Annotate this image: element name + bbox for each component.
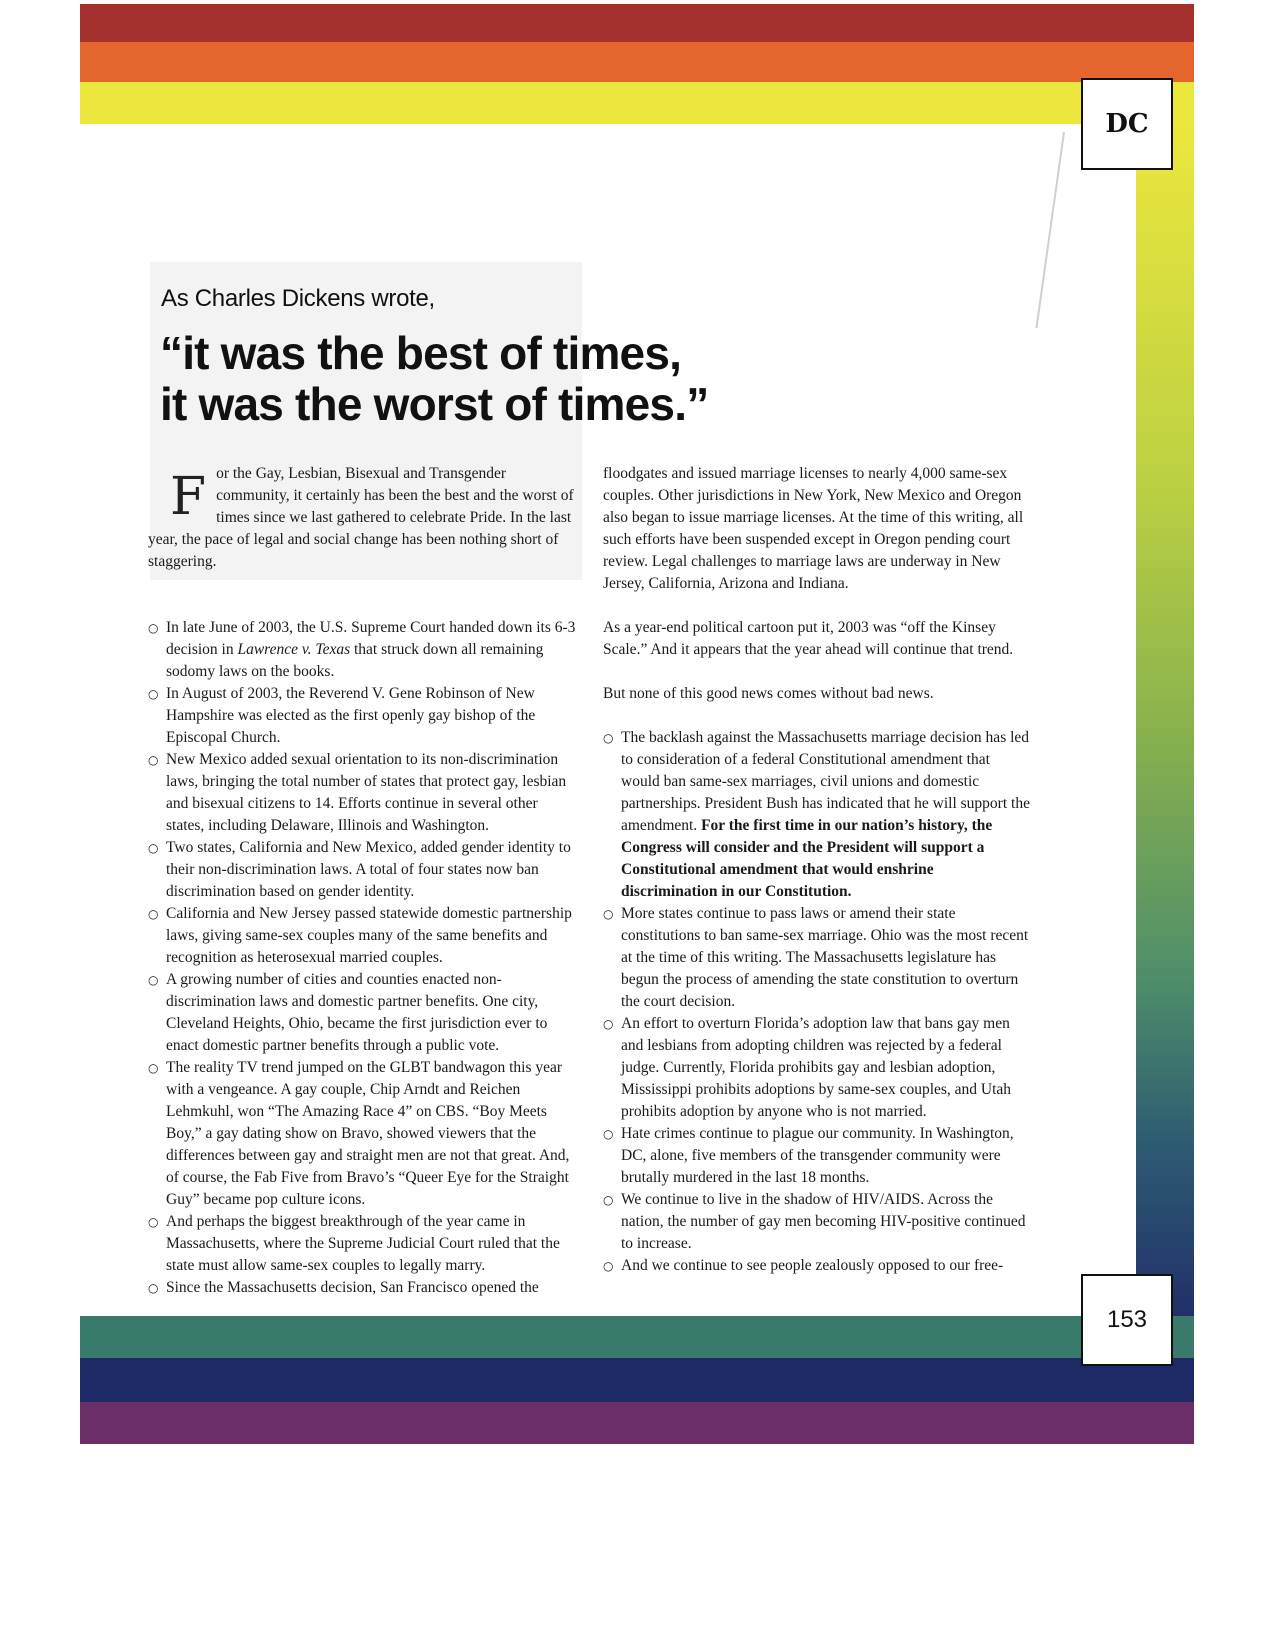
bullet-text: California and New Jersey passed statewide domestic partnership laws, giving same-sex couples many of the same benefits and recognition as heterosexual married couples. bbox=[166, 905, 572, 966]
continuation-paragraph: floodgates and issued marriage licenses to nearly 4,000 same-sex couples. Other jurisdictions in New York, New Mexico and Oregon also began to issue marriage licenses. At the time of this writing, all such efforts have been suspended except in Oregon pending court review. Legal challenges to marriage laws are underway in New Jersey, California, Arizona and Indiana. bbox=[603, 465, 1024, 592]
bullet-circle-icon: ○ bbox=[148, 687, 159, 701]
stripe-red bbox=[80, 4, 1194, 42]
bullet-text: The reality TV trend jumped on the GLBT bandwagon this year with a vengeance. A gay couple, Chip Arndt and Reichen Lehmkuhl, won “The Amazing Race 4” on CBS. “Boy Meets Boy,” a gay dating show on Bravo, showed viewers that the differences between gay and straight men are not that great. And, of course, the Fab Five from Bravo’s “Queer Eye for the Straight Guy” became pop culture icons. bbox=[166, 1059, 570, 1208]
bullet-circle-icon: ○ bbox=[148, 753, 159, 767]
bullet-text-after: that struck down all remaining sodomy laws on the books. bbox=[166, 641, 544, 680]
bullet-circle-icon: ○ bbox=[148, 841, 159, 855]
bullet-text: New Mexico added sexual orientation to its non-discrimination laws, bringing the total number of states that protect gay, lesbian and bisexual citizens to 14. Efforts continue in several other states, including Delaware, Illinois and Washington. bbox=[166, 751, 567, 834]
headline bbox=[160, 328, 708, 430]
stripe-navy bbox=[80, 1358, 1194, 1402]
stripe-yellow bbox=[80, 82, 1194, 124]
bullet-circle-icon: ○ bbox=[603, 1127, 614, 1141]
bullet-text: Since the Massachusetts decision, San Francisco opened the bbox=[166, 1279, 539, 1296]
bullet-circle-icon: ○ bbox=[148, 621, 159, 635]
case-name: Lawrence v. Texas bbox=[237, 641, 351, 658]
right-column bbox=[603, 463, 1031, 1277]
bullet-text: In August of 2003, the Reverend V. Gene Robinson of New Hampshire was elected as the first openly gay bishop of the Episcopal Church. bbox=[166, 685, 536, 746]
bullet-text-before: In late June of 2003, the U.S. Supreme Court handed down its 6-3 decision in bbox=[166, 619, 576, 658]
list-item bbox=[148, 969, 578, 1057]
bullet-text: More states continue to pass laws or amend their state constitutions to ban same-sex marriage. Ohio was the most recent at the time of this writing. The Massachusetts legislature has begun the process of amending the state constitution to overturn the court decision. bbox=[621, 905, 1029, 1010]
bullet-emphasis: For the first time in our nation’s history, the Congress will consider and the President will support a Constitutional amendment that would enshrine discrimination in our Constitution. bbox=[621, 817, 993, 900]
bullet-text: Hate crimes continue to plague our community. In Washington, DC, alone, five members of the transgender community were brutally murdered in the last 18 months. bbox=[621, 1125, 1014, 1186]
bullet-text: And perhaps the biggest breakthrough of the year came in Massachusetts, where the Supreme Judicial Court ruled that the state must allow same-sex couples to legally marry. bbox=[166, 1213, 560, 1274]
list-item bbox=[603, 1255, 1031, 1277]
bullet-circle-icon: ○ bbox=[148, 1281, 159, 1295]
list-item bbox=[148, 617, 578, 683]
list-item bbox=[603, 903, 1031, 1013]
bullet-circle-icon: ○ bbox=[148, 907, 159, 921]
headline-line-2: it was the worst of times.” bbox=[160, 378, 709, 430]
bullet-text: We continue to live in the shadow of HIV/AIDS. Across the nation, the number of gay men becoming HIV-positive continued to increase. bbox=[621, 1191, 1026, 1252]
bullet-circle-icon: ○ bbox=[603, 907, 614, 921]
bullet-text: A growing number of cities and counties enacted non-discrimination laws and domestic partner benefits. One city, Cleveland Heights, Ohio, became the first jurisdiction ever to enact domestic partner benefits through a public vote. bbox=[166, 971, 548, 1054]
bullet-circle-icon: ○ bbox=[603, 1193, 614, 1207]
kinsey-paragraph: As a year-end political cartoon put it, 2003 was “off the Kinsey Scale.” And it appears that the year ahead will continue that trend. bbox=[603, 619, 1014, 658]
bullet-circle-icon: ○ bbox=[603, 1017, 614, 1031]
list-item bbox=[148, 1277, 578, 1299]
list-item bbox=[603, 727, 1031, 903]
right-bullet-list bbox=[603, 727, 1031, 1277]
bullet-text: And we continue to see people zealously opposed to our free- bbox=[621, 1257, 1004, 1274]
bullet-circle-icon: ○ bbox=[148, 1215, 159, 1229]
bullet-circle-icon: ○ bbox=[603, 731, 614, 745]
list-item bbox=[148, 683, 578, 749]
bullet-text: The backlash against the Massachusetts marriage decision has led to consideration of a federal Constitutional amendment that would ban same-sex marriages, civil unions and domestic partnerships. President Bush has indicated that he will support the amendment. bbox=[621, 729, 1030, 834]
bullet-circle-icon: ○ bbox=[148, 973, 159, 987]
stripe-green bbox=[80, 1316, 1194, 1358]
list-item bbox=[148, 1211, 578, 1277]
left-column bbox=[148, 463, 578, 1299]
list-item bbox=[148, 903, 578, 969]
bullet-circle-icon: ○ bbox=[603, 1259, 614, 1273]
list-item bbox=[603, 1189, 1031, 1255]
lead-paragraph bbox=[148, 463, 578, 573]
list-item bbox=[148, 749, 578, 837]
bullet-circle-icon: ○ bbox=[148, 1061, 159, 1075]
list-item bbox=[603, 1013, 1031, 1123]
list-item bbox=[148, 837, 578, 903]
bad-news-paragraph: But none of this good news comes without bad news. bbox=[603, 685, 934, 702]
bullet-text: An effort to overturn Florida’s adoption law that bans gay men and lesbians from adopting children was rejected by a federal judge. Currently, Florida prohibits gay and lesbian adoption, Mississippi prohibits adoptions by same-sex couples, and Utah prohibits adoption by anyone who is not married. bbox=[621, 1015, 1012, 1120]
stripe-orange bbox=[80, 42, 1194, 82]
intro-line: As Charles Dickens wrote, bbox=[161, 285, 435, 312]
list-item bbox=[148, 1057, 578, 1211]
stripe-right-gradient bbox=[1136, 124, 1194, 1316]
dropcap: F bbox=[170, 467, 207, 527]
headline-line-1: “it was the best of times, bbox=[160, 327, 682, 379]
page-number: 153 bbox=[1081, 1274, 1173, 1366]
bullet-text: Two states, California and New Mexico, added gender identity to their non-discrimination laws. A total of four states now ban discrimination based on gender identity. bbox=[166, 839, 571, 900]
stripe-purple bbox=[80, 1402, 1194, 1444]
lead-paragraph-text: or the Gay, Lesbian, Bisexual and Transgender community, it certainly has been the best and the worst of times since we last gathered to celebrate Pride. In the last year, the pace of legal and social change has been nothing short of staggering. bbox=[148, 465, 574, 570]
left-bullet-list bbox=[148, 617, 578, 1299]
list-item bbox=[603, 1123, 1031, 1189]
section-tab: DC bbox=[1081, 78, 1173, 170]
